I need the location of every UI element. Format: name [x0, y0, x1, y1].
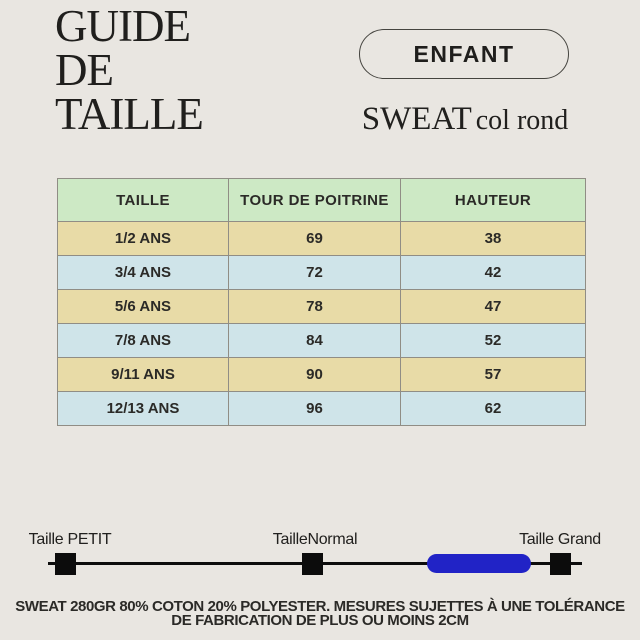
- title-line-2: DE: [55, 45, 113, 95]
- table-row: [58, 392, 586, 426]
- footnote-line-1: SWEAT 280GR 80% COTON 20% POLYESTER. MESURES SUJETTES À UNE TOLÉRANCE: [15, 598, 625, 615]
- size-cell: 5/6 ANS: [58, 290, 229, 324]
- title-line-1: GUIDE: [55, 1, 190, 51]
- chest-cell: 69: [229, 222, 401, 256]
- chest-cell: 96: [229, 392, 401, 426]
- table-row: [58, 222, 586, 256]
- column-header-taille: TAILLE: [58, 179, 229, 222]
- table-row: [58, 358, 586, 392]
- height-cell: 62: [401, 392, 586, 426]
- product-name: SWEAT: [361, 101, 472, 137]
- product-subtitle: [350, 101, 580, 138]
- chest-cell: 84: [229, 324, 401, 358]
- title-line-3: TAILLE: [55, 89, 203, 139]
- size-table: [57, 178, 586, 426]
- fit-label-grand: Taille Grand: [519, 531, 601, 548]
- height-cell: 38: [401, 222, 586, 256]
- fit-marker-petit: [55, 553, 76, 575]
- category-badge[interactable]: ENFANT: [359, 29, 569, 79]
- fit-marker-normal: [302, 553, 323, 575]
- column-header-hauteur: HAUTEUR: [401, 179, 586, 222]
- height-cell: 52: [401, 324, 586, 358]
- chest-cell: 90: [229, 358, 401, 392]
- footnote-line-2: DE FABRICATION DE PLUS OU MOINS 2CM: [171, 612, 469, 629]
- fit-range-indicator: [427, 554, 531, 573]
- fit-marker-grand: [550, 553, 571, 575]
- size-cell: 7/8 ANS: [58, 324, 229, 358]
- page-title: [55, 1, 203, 139]
- chest-cell: 72: [229, 256, 401, 290]
- chest-cell: 78: [229, 290, 401, 324]
- product-variant: col rond: [475, 105, 569, 136]
- size-cell: 12/13 ANS: [58, 392, 229, 426]
- height-cell: 42: [401, 256, 586, 290]
- height-cell: 57: [401, 358, 586, 392]
- height-cell: 47: [401, 290, 586, 324]
- table-header-row: [58, 179, 586, 222]
- table-row: [58, 290, 586, 324]
- fit-label-normal: TailleNormal: [272, 531, 358, 548]
- table-row: [58, 256, 586, 290]
- footnote: [0, 600, 640, 628]
- column-header-tour-de-poitrine: TOUR DE POITRINE: [229, 179, 401, 222]
- fit-label-petit: Taille PETIT: [28, 531, 112, 548]
- size-cell: 1/2 ANS: [58, 222, 229, 256]
- size-cell: 3/4 ANS: [58, 256, 229, 290]
- table-row: [58, 324, 586, 358]
- size-cell: 9/11 ANS: [58, 358, 229, 392]
